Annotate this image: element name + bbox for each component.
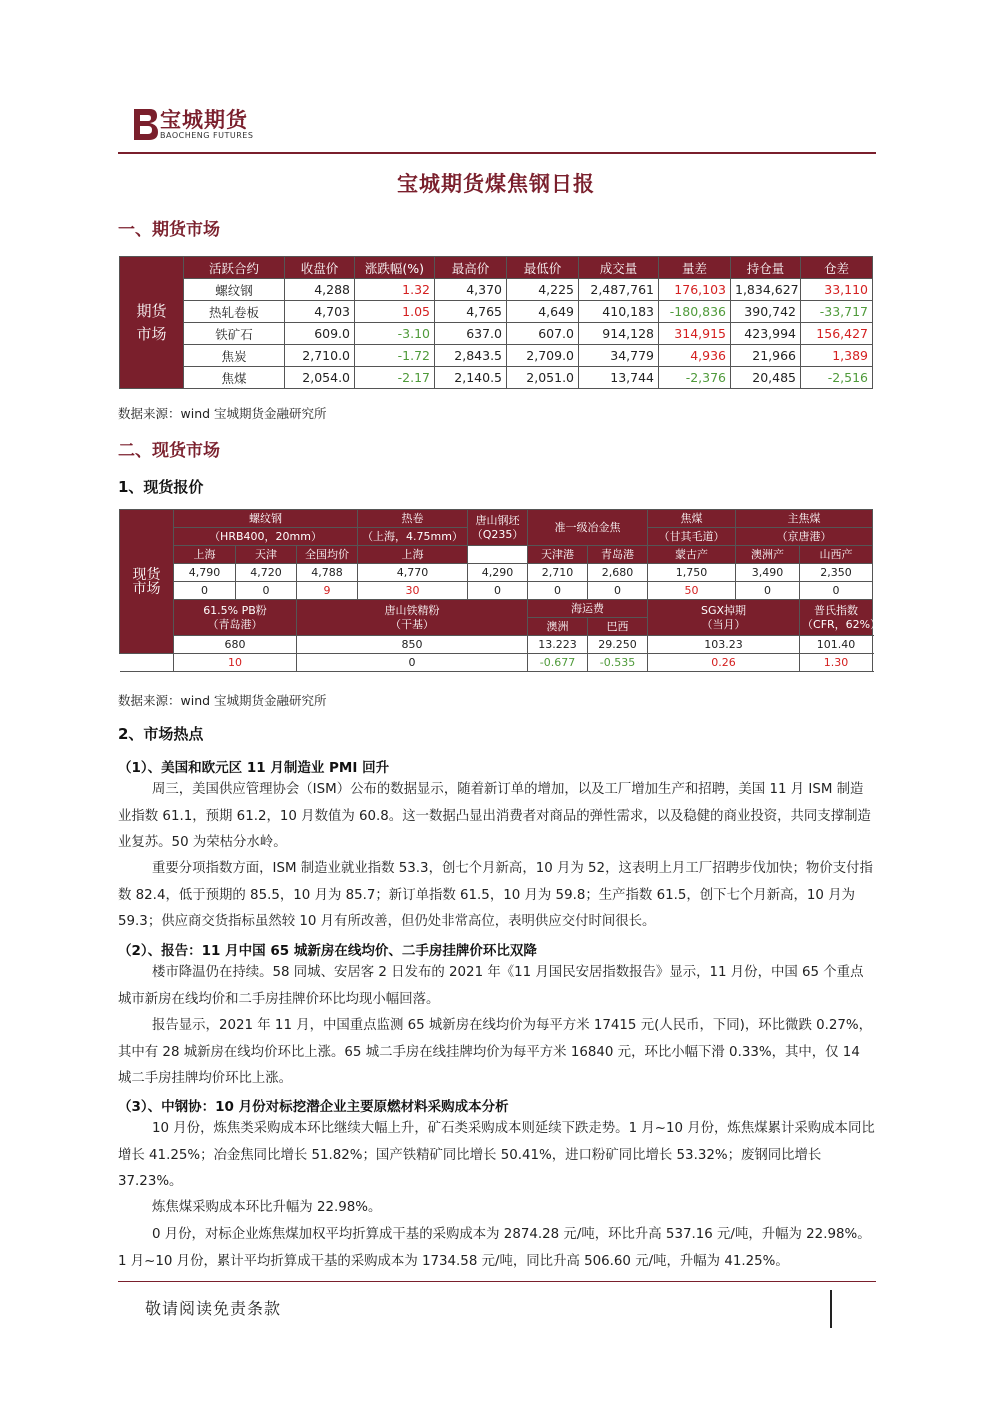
col-header: 持仓量: [731, 257, 801, 279]
cell: 2,710: [528, 564, 588, 582]
brand-logo-icon: [130, 105, 160, 143]
table-row: [120, 564, 873, 582]
city-header: 山西产: [800, 546, 873, 564]
hotspot-paragraph-7: 0 月份，对标企业炼焦煤加权平均折算成干基的采购成本为 2874.28 元/吨，环比升高 537.16 元/吨，升幅为 22.98%。1 月~10 月份，累计平均折算成干基的采购成本为 1734.58 元/吨，同比升高 506.60 元/吨，升幅为 41.25%。: [118, 1227, 871, 1269]
header-hrc-sub: （上海，4.75mm）: [358, 528, 468, 546]
disclaimer-link[interactable]: 敬请阅读免责条款: [145, 1299, 282, 1318]
city-header: 蒙古产: [648, 546, 736, 564]
market-hotspots-title: 2、市场热点: [118, 725, 204, 743]
footer-bar: [830, 1290, 832, 1328]
cell: 1.32: [355, 279, 435, 301]
cell: 176,103: [659, 279, 731, 301]
header-rebar-sub: （HRB400，20mm）: [174, 528, 358, 546]
cell: 4,288: [285, 279, 355, 301]
cell: 0: [236, 582, 297, 600]
futures-side-label: 期货 市场: [120, 257, 184, 389]
hotspot-paragraph-4: 报告显示，2021 年 11 月，中国重点监测 65 城新房在线均价为每平方米 17415 元(人民币，下同)，环比微跌 0.27%，其中有 28 城新房在线均价环比上涨。65 城二手房在线挂牌均价为每平方米 16840 元，环比小幅下滑 0.33%，其中，仅 14 城二手房挂牌均价环比上涨。: [118, 1018, 873, 1086]
hotspot-title-1: （1）、美国和欧元区 11 月制造业 PMI 回升: [118, 760, 390, 776]
section-futures-title: 一、期货市场: [118, 220, 220, 240]
header-tsjf: 唐山铁精粉 （干基）: [297, 600, 528, 636]
spot-table: [119, 509, 882, 672]
cell-contract: 焦炭: [184, 345, 285, 367]
header-coal: 焦煤: [648, 510, 736, 528]
cell: 0: [174, 582, 236, 600]
header-rebar: 螺纹钢: [174, 510, 358, 528]
cell: 4,649: [507, 301, 579, 323]
cell: 9: [297, 582, 358, 600]
cell: 30: [358, 582, 468, 600]
cell: 20,485: [731, 367, 801, 389]
cell: 156,427: [801, 323, 873, 345]
cell: 4,720: [236, 564, 297, 582]
hotspot-paragraph-2: 重要分项指数方面，ISM 制造业就业指数 53.3，创七个月新高，10 月为 52，这表明上月工厂招聘步伐加快；物价支付指数 82.4，低于预期的 85.5，10 月为 85.7；新订单指数 61.5，10 月为 59.8；生产指数 61.5，创下七个月新高，10 月为 59.3；供应商交货指标虽然较 10 月有所改善，但仍处非常高位，表明供应交付时间很长。: [118, 861, 873, 929]
header-coal-sub: （甘其毛道）: [648, 528, 736, 546]
cell: 4,370: [435, 279, 507, 301]
header-platts: 普氏指数 （CFR，62%）: [800, 600, 873, 636]
cell: 423,994: [731, 323, 801, 345]
cell: 21,966: [731, 345, 801, 367]
hotspot-paragraph-3: 楼市降温仍在持续。58 同城、安居客 2 日发布的 2021 年《11 月国民安居指数报告》显示，11 月份，中国 65 个重点城市新房在线均价和二手房挂牌价环比均现小幅回落。: [118, 965, 864, 1007]
table-row: [120, 367, 873, 389]
city-header: 上海: [174, 546, 236, 564]
cell: 2,709.0: [507, 345, 579, 367]
header-main-coal-sub: （京唐港）: [736, 528, 873, 546]
cell: 1,389: [801, 345, 873, 367]
cell: 2,054.0: [285, 367, 355, 389]
col-header: 活跃合约: [184, 257, 285, 279]
col-header: 最低价: [507, 257, 579, 279]
header-main-coal: 主焦煤: [736, 510, 873, 528]
cell: 1,750: [648, 564, 736, 582]
cell: 4,788: [297, 564, 358, 582]
header-au: 澳洲: [528, 618, 588, 636]
cell: 4,290: [468, 564, 528, 582]
cell: 607.0: [507, 323, 579, 345]
cell: 0: [468, 582, 528, 600]
cell: -180,836: [659, 301, 731, 323]
cell: -0.677: [528, 654, 588, 672]
city-header: 上海: [358, 546, 468, 564]
cell: 390,742: [731, 301, 801, 323]
cell: 850: [297, 636, 528, 654]
cell: 0: [588, 582, 648, 600]
cell: 4,703: [285, 301, 355, 323]
cell: 34,779: [579, 345, 659, 367]
cell-contract: 焦煤: [184, 367, 285, 389]
col-header: 成交量: [579, 257, 659, 279]
city-header: 青岛港: [588, 546, 648, 564]
city-header: 天津: [236, 546, 297, 564]
header-br: 巴西: [588, 618, 648, 636]
table-row: [120, 654, 873, 672]
cell: 3,490: [736, 564, 800, 582]
cell: 33,110: [801, 279, 873, 301]
cell: 0: [800, 582, 873, 600]
cell: 410,183: [579, 301, 659, 323]
cell: 50: [648, 582, 736, 600]
cell: -0.535: [588, 654, 648, 672]
cell: 0: [736, 582, 800, 600]
brand-subtitle: BAOCHENG FUTURES: [160, 131, 254, 140]
cell: 1,834,627: [731, 279, 801, 301]
hotspot-paragraph-6: 炼焦煤采购成本环比升幅为 22.98%。: [152, 1200, 382, 1215]
hotspot-title-3: （3）、中钢协：10 月份对标挖潜企业主要原燃材料采购成本分析: [118, 1099, 509, 1115]
spot-source: 数据来源：wind 宝城期货金融研究所: [118, 693, 327, 708]
cell: 4,765: [435, 301, 507, 323]
brand-name: 宝城期货: [160, 107, 248, 132]
header-pb: 61.5% PB粉 （青岛港）: [174, 600, 297, 636]
cell: 2,710.0: [285, 345, 355, 367]
table-row: [120, 301, 873, 323]
cell: 2,680: [588, 564, 648, 582]
header-sgx: SGX掉期 （当月）: [648, 600, 800, 636]
cell-contract: 铁矿石: [184, 323, 285, 345]
cell: 103.23: [648, 636, 800, 654]
col-header: 最高价: [435, 257, 507, 279]
table-row: [120, 279, 873, 301]
table-row: [120, 582, 873, 600]
header-coke: 准一级冶金焦: [528, 510, 648, 546]
hotspot-paragraph-1: 周三，美国供应管理协会（ISM）公布的数据显示，随着新订单的增加，以及工厂增加生产和招聘，美国 11 月 ISM 制造业指数 61.1，预期 61.2，10 月数值为 60.8。这一数据凸显出消费者对商品的弹性需求，以及稳健的商业投资，共同支撑制造业复苏。50 为荣枯分水岭。: [118, 782, 871, 850]
cell: 2,051.0: [507, 367, 579, 389]
cell-contract: 热轧卷板: [184, 301, 285, 323]
table-row: [120, 636, 873, 654]
cell: 2,843.5: [435, 345, 507, 367]
section-spot-title: 二、现货市场: [118, 441, 220, 461]
hotspot-paragraph-5: 10 月份，炼焦类采购成本环比继续大幅上升，矿石类采购成本则延续下跌走势。1 月~10 月份，炼焦煤累计采购成本同比增长 41.25%；冶金焦同比增长 51.82%；国产铁精矿同比增长 50.41%，进口粉矿同比增长 53.32%；废钢同比增长 37.23%。: [118, 1121, 875, 1189]
cell: 0: [297, 654, 528, 672]
cell: 4,790: [174, 564, 236, 582]
cell: 0.26: [648, 654, 800, 672]
cell: 680: [174, 636, 297, 654]
cell: -1.72: [355, 345, 435, 367]
cell: 13.223: [528, 636, 588, 654]
spot-quote-title: 1、现货报价: [118, 478, 204, 496]
col-header: 量差: [659, 257, 731, 279]
col-header: 涨跌幅(%): [355, 257, 435, 279]
footer-divider: [118, 1281, 876, 1282]
cell: -3.10: [355, 323, 435, 345]
cell: 914,128: [579, 323, 659, 345]
cell: -2,516: [801, 367, 873, 389]
futures-table: [119, 256, 873, 389]
blank-cell: [468, 546, 528, 564]
cell: 29.250: [588, 636, 648, 654]
city-header: 天津港: [528, 546, 588, 564]
header-hrc: 热卷: [358, 510, 468, 528]
cell: 4,225: [507, 279, 579, 301]
cell: 0: [528, 582, 588, 600]
cell-contract: 螺纹钢: [184, 279, 285, 301]
header-billet: 唐山钢坯 （Q235）: [468, 510, 528, 546]
cell: 1.30: [800, 654, 873, 672]
cell: 4,770: [358, 564, 468, 582]
cell: 101.40: [800, 636, 873, 654]
futures-source: 数据来源：wind 宝城期货金融研究所: [118, 406, 327, 421]
document-title: 宝城期货煤焦钢日报: [397, 171, 595, 196]
cell: 4,936: [659, 345, 731, 367]
header-freight: 海运费: [528, 600, 648, 618]
cell: 609.0: [285, 323, 355, 345]
hotspot-title-2: （2）、报告：11 月中国 65 城新房在线均价、二手房挂牌价环比双降: [118, 943, 537, 959]
spot-side-label: 现货 市场: [120, 510, 174, 654]
cell: 2,140.5: [435, 367, 507, 389]
table-row: [120, 323, 873, 345]
cell: 2,350: [800, 564, 873, 582]
cell: 314,915: [659, 323, 731, 345]
col-header: 收盘价: [285, 257, 355, 279]
cell: 1.05: [355, 301, 435, 323]
col-header: 仓差: [801, 257, 873, 279]
city-header: 全国均价: [297, 546, 358, 564]
cell: 2,487,761: [579, 279, 659, 301]
cell: 637.0: [435, 323, 507, 345]
cell: 10: [174, 654, 297, 672]
table-row: [120, 345, 873, 367]
cell: -33,717: [801, 301, 873, 323]
header-divider: [118, 152, 876, 154]
cell: -2.17: [355, 367, 435, 389]
city-header: 澳洲产: [736, 546, 800, 564]
cell: -2,376: [659, 367, 731, 389]
cell: 13,744: [579, 367, 659, 389]
